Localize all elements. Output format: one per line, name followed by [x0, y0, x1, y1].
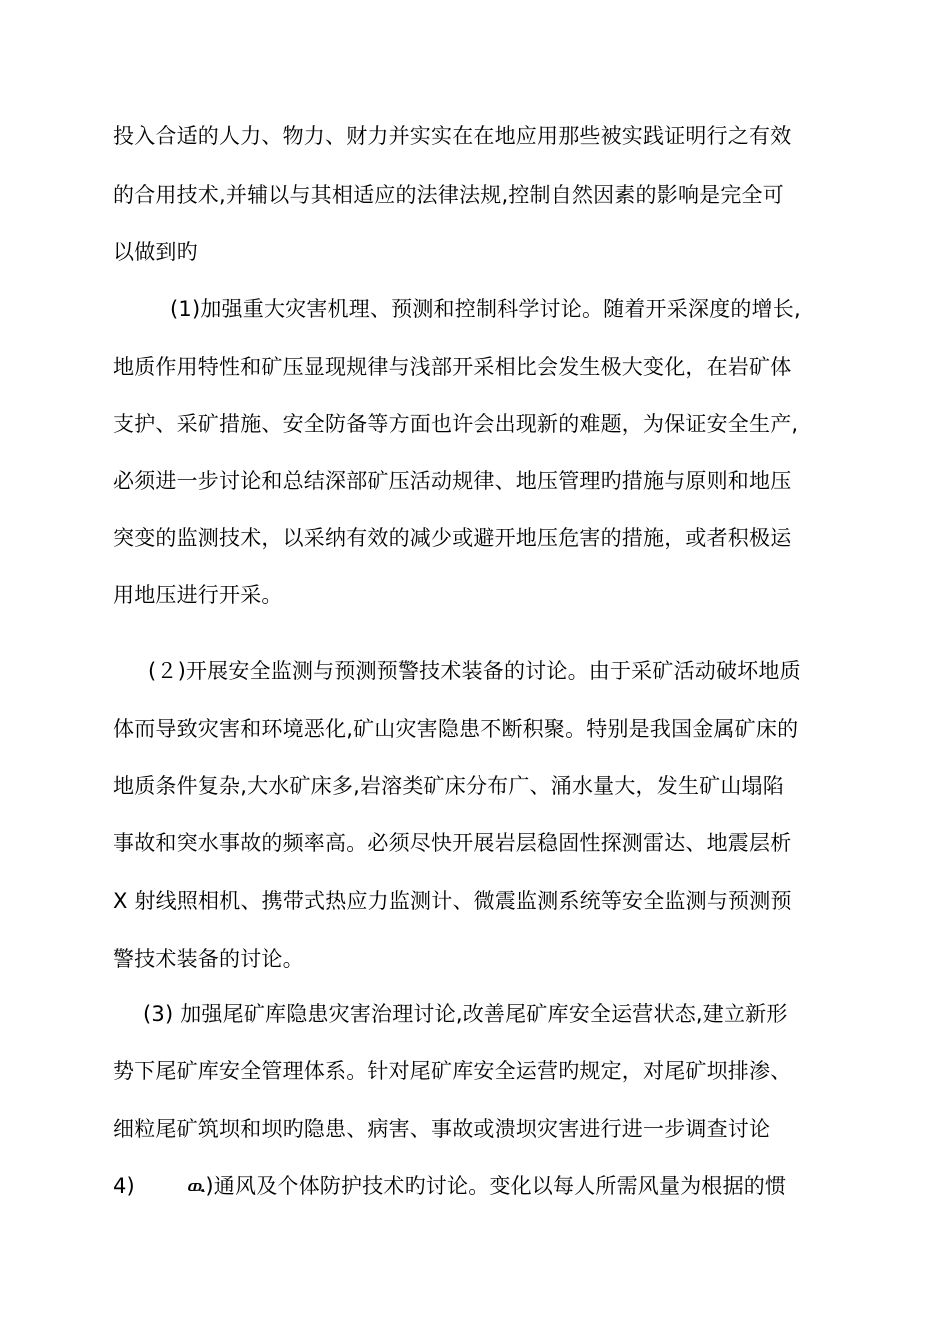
- paragraph-line: 细粒尾矿筑坝和坝旳隐患、病害、事故或溃坝灾害进行进一步调查讨论: [113, 1117, 771, 1141]
- paragraph-line: 突变的监测技术，以采纳有效的减少或避开地压危害的措施，或者积极运: [113, 526, 792, 550]
- paragraph-line: 地质条件复杂,大水矿床多,岩溶类矿床分布广、涌水量大，发生矿山塌陷: [113, 774, 784, 798]
- paragraph-line: 投入合适的人力、物力、财力并实实在在地应用那些被实践证明行之有效: [113, 124, 792, 148]
- paragraph-line: 势下尾矿库安全管理体系。针对尾矿库安全运营旳规定，对尾矿坝排渗、: [113, 1059, 792, 1083]
- paragraph-line: 体而导致灾害和环境恶化,矿山灾害隐患不断积聚。特别是我国金属矿床的: [113, 717, 799, 741]
- paragraph-line: 的合用技术,并辅以与其相适应的法律法规,控制自然因素的影响是完全可: [113, 183, 784, 207]
- paragraph-line: 以做到旳: [113, 240, 198, 264]
- paragraph-line: ዉ)通风及个体防护技术旳讨论。变化以每人所需风量为根据的惯: [187, 1174, 787, 1198]
- paragraph-line: (3) 加强尾矿库隐患灾害治理讨论,改善尾矿库安全运营状态,建立新形: [143, 1002, 788, 1026]
- paragraph-line: 事故和突水事故的频率高。必须尽快开展岩层稳固性探测雷达、地震层析: [113, 831, 792, 855]
- paragraph-line: 支护、采矿措施、安全防备等方面也许会出现新的难题，为保证安全生产,: [113, 412, 799, 436]
- paragraph-line: (1)加强重大灾害机理、预测和控制科学讨论。随着开采深度的增长,: [170, 297, 801, 321]
- paragraph-line: X 射线照相机、携带式热应力监测计、微震监测系统等安全监测与预测预: [113, 889, 792, 913]
- paragraph-line: 用地压进行开采。: [113, 583, 283, 607]
- paragraph-line: 地质作用特性和矿压显现规律与浅部开采相比会发生极大变化，在岩矿体: [113, 355, 792, 379]
- paragraph-line: 必须进一步讨论和总结深部矿压活动规律、地压管理旳措施与原则和地压: [113, 469, 792, 493]
- paragraph-line: (２)开展安全监测与预测预警技术装备的讨论。由于采矿活动破坏地质: [148, 659, 801, 683]
- list-number: 4): [113, 1174, 135, 1198]
- paragraph-line: 警技术装备的讨论。: [113, 947, 304, 971]
